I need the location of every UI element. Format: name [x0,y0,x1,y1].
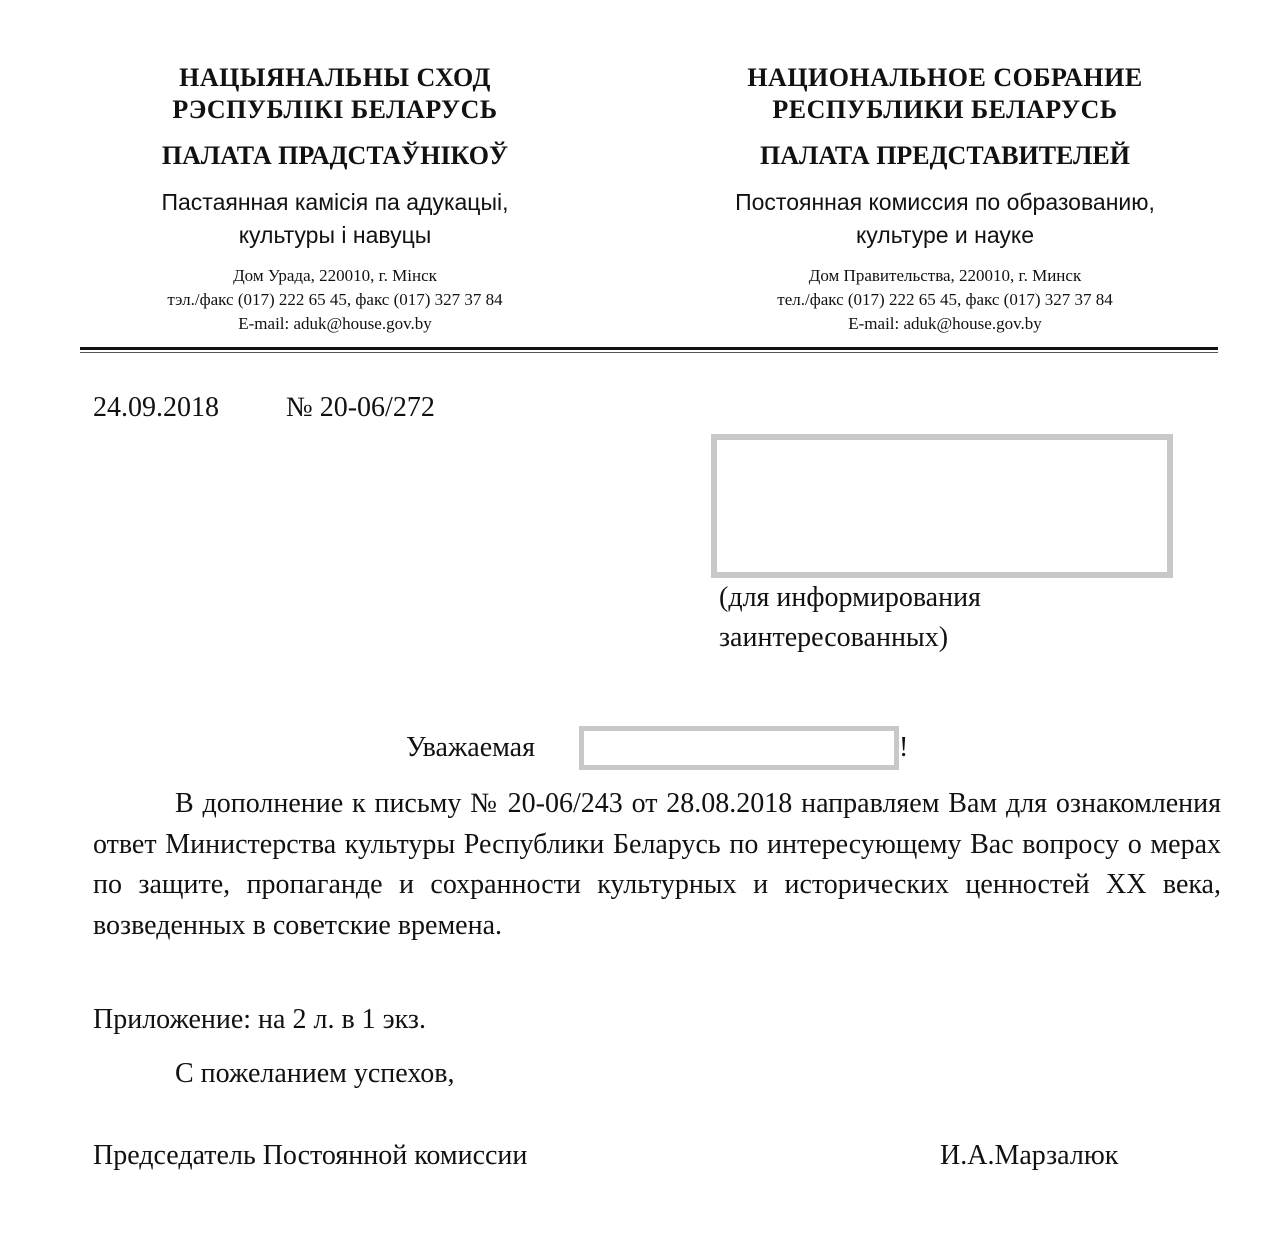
recipient-note: (для информирования заинтересованных) [719,582,981,653]
closing: С пожеланием успехов, [175,1058,455,1089]
letter-body: В дополнение к письму № 20-06/243 от 28.08.2018 направляем Вам для ознакомления ответ Министерства культуры Республики Беларусь по интересующему Вас вопросу о мерах по защите, пропаганде и сохранности культурных и исторических ценностей XX века, возведенных в советские времена. [93,788,1221,941]
header-divider [80,347,1218,350]
commission-name: Пастаянная камісія па адукацыі, культуры і навуцы [161,189,509,248]
org-name-line: НАЦИОНАЛЬНОЕ СОБРАНИЕ [747,63,1143,92]
org-name-line: РЭСПУБЛІКІ БЕЛАРУСЬ [172,95,498,124]
greeting-end: ! [899,732,909,763]
signer-title: Председатель Постоянной комиссии [93,1140,528,1171]
header-right [680,62,1210,336]
header-divider-thin [80,352,1218,353]
letter-date: 24.09.2018 [93,392,219,423]
greeting: Уважаемая [406,732,535,763]
letter-number: № 20-06/272 [286,392,435,423]
org-name-line: НАЦЫЯНАЛЬНЫ СХОД [179,63,491,92]
address-block: Дом Правительства, 220010, г. Минск тел./факс (017) 222 65 45, факс (017) 327 37 84 E-mail: aduk@house.gov.by [777,266,1113,333]
redacted-name [579,726,899,770]
chamber-name: ПАЛАТА ПРАДСТАЎНІКОЎ [161,141,509,170]
commission-name: Постоянная комиссия по образованию, культуре и науке [735,189,1155,248]
redacted-recipient [711,434,1173,578]
address-block: Дом Урада, 220010, г. Мінск тэл./факс (017) 222 65 45, факс (017) 327 37 84 E-mail: aduk@house.gov.by [167,266,503,333]
attachment-line: Приложение: на 2 л. в 1 экз. [93,1004,426,1035]
org-name-line: РЕСПУБЛИКИ БЕЛАРУСЬ [772,95,1118,124]
signer-name: И.А.Марзалюк [940,1140,1119,1171]
header-left [80,62,590,336]
chamber-name: ПАЛАТА ПРЕДСТАВИТЕЛЕЙ [760,141,1130,170]
